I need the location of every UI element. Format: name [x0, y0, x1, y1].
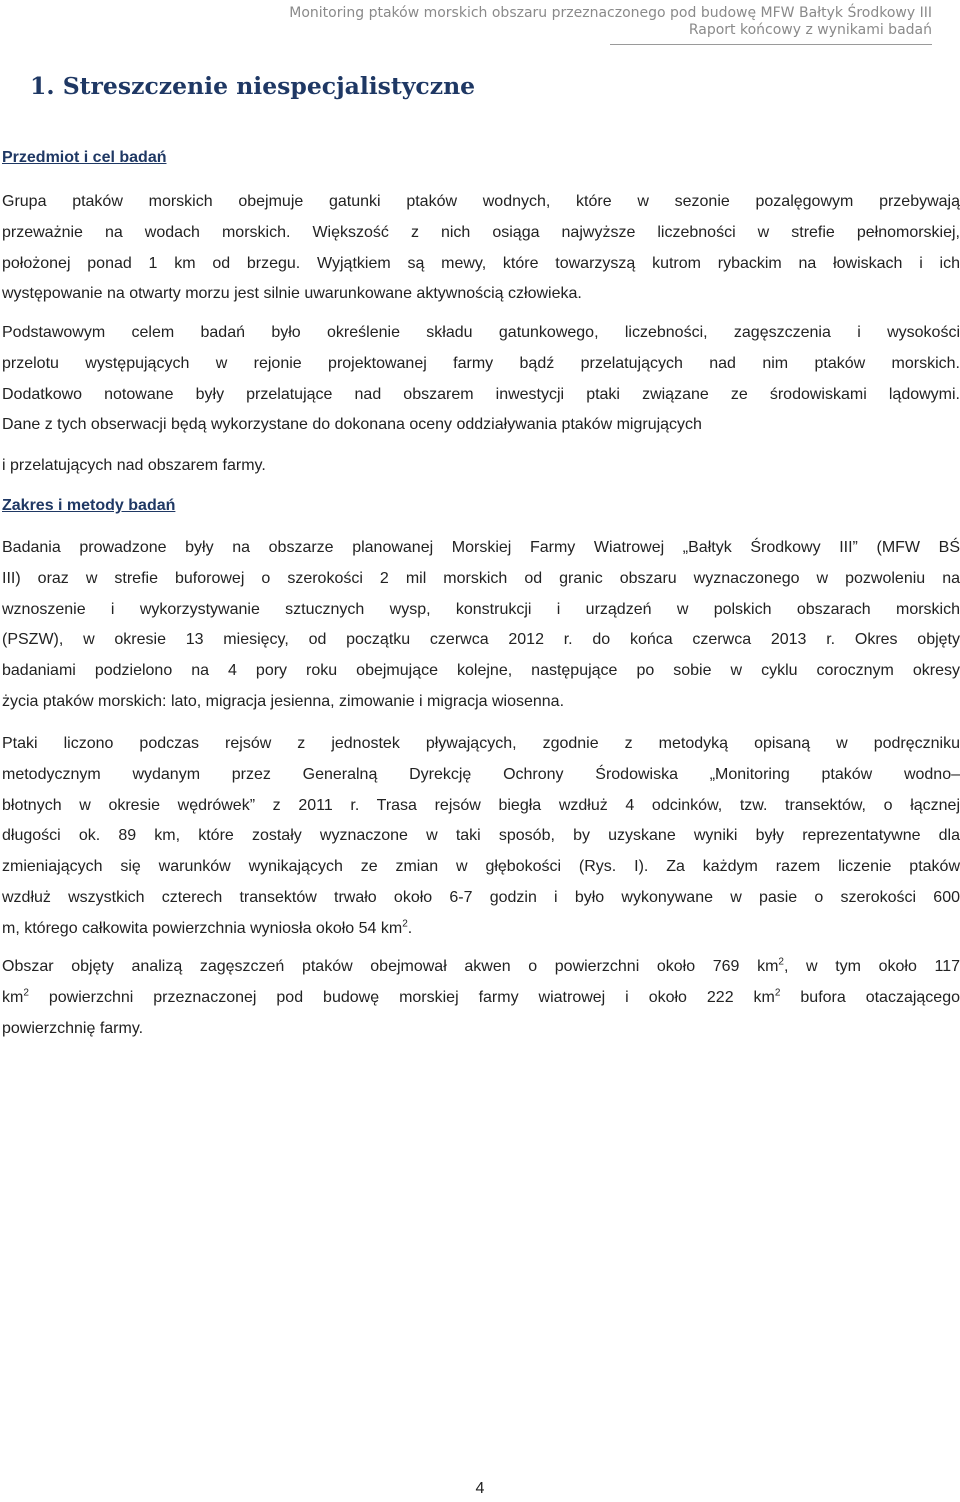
- text-line: położonej ponad 1 km od brzegu. Wyjątkiem są mewy, które towarzyszą kutrom rybackim na łowiskach i ich: [2, 254, 960, 272]
- text-line: badaniami podzielono na 4 pory roku obejmujące kolejne, następujące po sobie w cyklu corocznym okresy: [2, 662, 960, 680]
- text-line: powierzchnię farmy.: [2, 1019, 144, 1037]
- text-line: błotnych w okresie wędrówek” z 2011 r. Trasa rejsów biegła wzdłuż 4 odcinków, tzw. transektów, o łącznej: [2, 796, 960, 814]
- text-run: powierzchni przeznaczonej pod budowę morskiej farmy wiatrowej i około 222 km: [28, 988, 775, 1006]
- text-line: metodycznym wydanym przez Generalną Dyrekcję Ochrony Środowiska „Monitoring ptaków wodno–: [2, 765, 960, 783]
- text-line: Podstawowym celem badań było określenie składu gatunkowego, liczebności, zagęszczenia i wysokości: [2, 324, 960, 341]
- superscript: 2: [778, 956, 784, 968]
- text-run: , w tym około 117: [783, 958, 960, 975]
- text-line: [2, 983, 960, 1014]
- paragraph-study-goal-end: i przelatujących nad obszarem farmy.: [2, 457, 266, 474]
- text-line: życia ptaków morskich: lato, migracja jesienna, zimowanie i migracja wiosenna.: [2, 692, 565, 710]
- header-subtitle: Raport końcowy z wynikami badań: [688, 22, 932, 38]
- section-heading-scope: Zakres i metody badań: [2, 497, 176, 514]
- paragraph-seabirds: [2, 187, 960, 310]
- page-number: 4: [475, 1480, 485, 1497]
- text-line: [2, 952, 960, 983]
- text-line: przelotu występujących w rejonie projektowanej farmy bądź przelatujących nad nim ptaków morskich.: [2, 354, 960, 372]
- text-line: Dodatkowo notowane były przelatujące nad obszarem inwestycji ptaki związane ze środowiskami lądowymi.: [2, 385, 960, 403]
- paragraph-analysis-area: [2, 952, 960, 1044]
- text-run: bufora otaczającego: [780, 988, 960, 1006]
- text-line: Grupa ptaków morskich obejmuje gatunki ptaków wodnych, które w sezonie pozalęgowym przebywają: [2, 193, 960, 210]
- running-header: [289, 5, 932, 39]
- text-run: .: [407, 919, 413, 937]
- text-line: III) oraz w strefie buforowej o szerokości 2 mil morskich od granic obszaru wyznaczonego w pozwoleniu na: [2, 569, 960, 587]
- text-line: długości ok. 89 km, które zostały wyznaczone w taki sposób, by uzyskane wyniki były reprezentatywne dla: [2, 827, 960, 845]
- text-line: Ptaki liczono podczas rejsów z jednostek pływających, zgodnie z metodyką opisaną w podręczniku: [2, 735, 960, 752]
- text-line: Badania prowadzone były na obszarze planowanej Morskiej Farmy Wiatrowej „Bałtyk Środkowy III” (MFW BŚ: [2, 539, 960, 556]
- section-heading-subject: Przedmiot i cel badań: [2, 149, 167, 166]
- text-line: przeważnie na wodach morskich. Większość z nich osiąga najwyższe liczebności w strefie pełnomorskiej,: [2, 223, 960, 241]
- text-line: zmieniających się warunków wynikających ze zmian w głębokości (Rys. I). Za każdym razem liczenie ptaków: [2, 858, 960, 876]
- text-line: wzdłuż wszystkich czterech transektów trwało około 6-7 godzin i było wykonywane w pasie o szerokości 600: [2, 888, 960, 906]
- superscript: 2: [23, 987, 29, 999]
- text-run: Obszar objęty analizą zagęszczeń ptaków obejmował akwen o powierzchni około 769 km: [2, 958, 779, 975]
- text-line: występowanie na otwarty morzu jest silnie uwarunkowane aktywnością człowieka.: [2, 285, 582, 303]
- text-line: Dane z tych obserwacji będą wykorzystane do dokonana oceny oddziaływania ptaków migrujących: [2, 416, 702, 434]
- text-run: km: [2, 988, 24, 1006]
- text-run: m, którego całkowita powierzchnia wyniosła około 54 km: [2, 919, 403, 937]
- paragraph-study-area: [2, 533, 960, 718]
- text-line: wznoszenie i wykorzystywanie sztucznych wysp, konstrukcji i urządzeń w polskich obszarach morskich: [2, 600, 960, 618]
- text-line: [2, 914, 960, 945]
- superscript: 2: [774, 987, 781, 999]
- superscript: 2: [402, 918, 408, 930]
- paragraph-methods: [2, 729, 960, 945]
- header-rule: [610, 44, 932, 45]
- header-title: Monitoring ptaków morskich obszaru przeznaczonego pod budowę MFW Bałtyk Środkowy III: [289, 5, 932, 21]
- text-line: (PSZW), w okresie 13 miesięcy, od początku czerwca 2012 r. do końca czerwca 2013 r. Okres objęty: [2, 631, 960, 649]
- paragraph-study-goal: [2, 318, 960, 441]
- chapter-title: 1. Streszczenie niespecjalistyczne: [30, 72, 476, 100]
